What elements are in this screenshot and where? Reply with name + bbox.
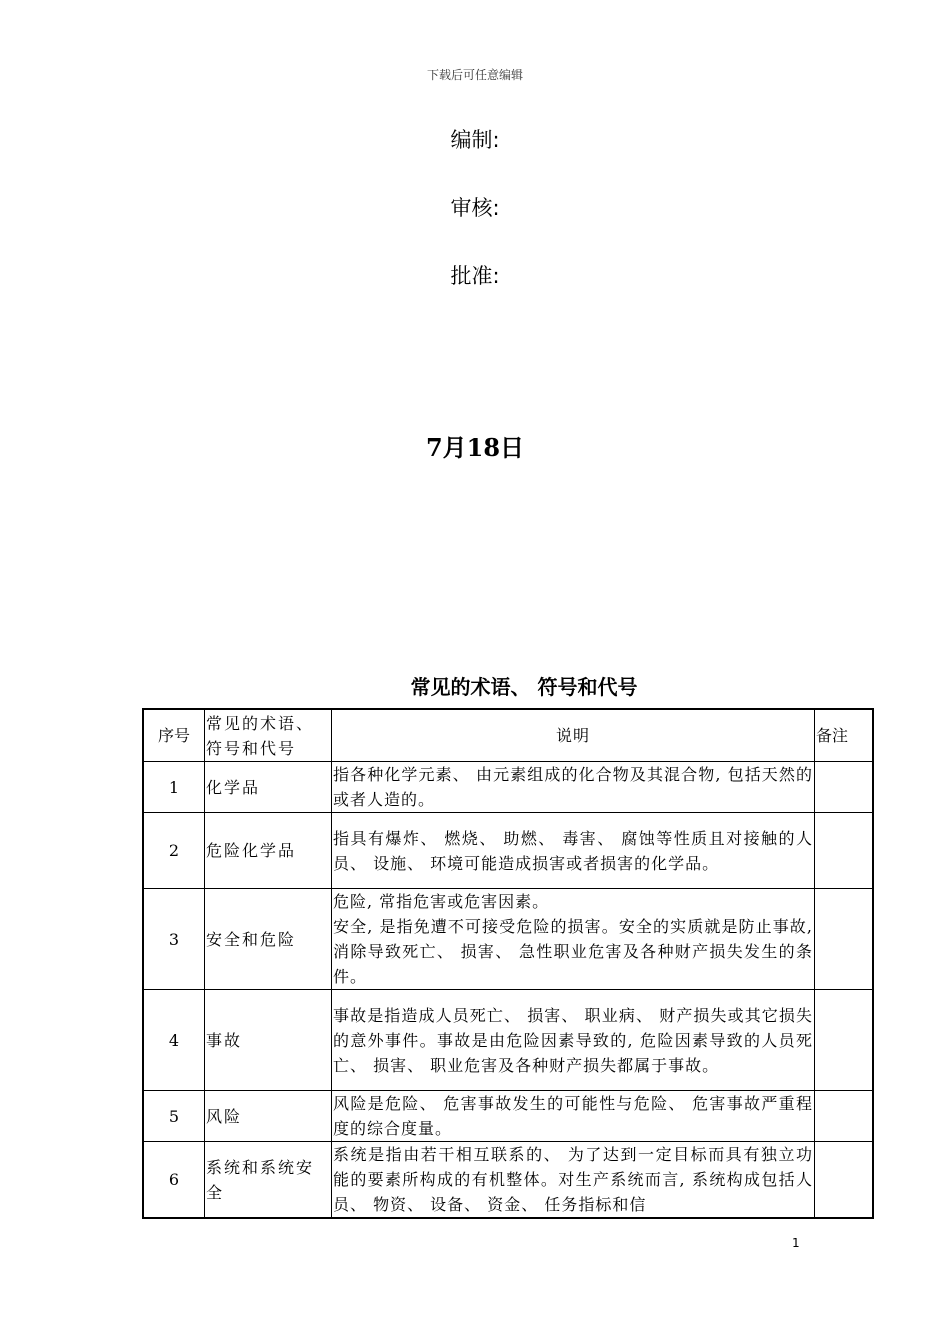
table-row <box>143 990 873 1091</box>
header-note: 下载后可任意编辑 <box>426 68 523 82</box>
row-no: 6 <box>143 1142 205 1219</box>
row-note <box>815 1091 874 1142</box>
row-note <box>815 1142 874 1219</box>
row-term: 风险 <box>205 1091 332 1142</box>
table-row <box>143 813 873 889</box>
row-desc: 指具有爆炸、 燃烧、 助燃、 毒害、 腐蚀等性质且对接触的人员、 设施、 环境可能造成损害或者损害的化学品。 <box>332 813 815 889</box>
signature-approve: 批准: <box>450 264 500 288</box>
row-desc: 风险是危险、 危害事故发生的可能性与危险、 危害事故严重程度的综合度量。 <box>332 1091 815 1142</box>
table-row <box>143 1091 873 1142</box>
row-note <box>815 762 874 813</box>
terms-table <box>142 708 874 1219</box>
table-header-row <box>143 709 873 762</box>
row-desc: 系统是指由若干相互联系的、 为了达到一定目标而具有独立功能的要素所构成的有机整体。对生产系统而言, 系统构成包括人员、 物资、 设备、 资金、 任务指标和信 <box>332 1142 815 1219</box>
row-note <box>815 889 874 990</box>
document-date: 7月18日 <box>425 433 525 462</box>
table-title: 常见的术语、 符号和代号 <box>410 675 638 699</box>
row-term: 系统和系统安全 <box>205 1142 332 1219</box>
table-row <box>143 889 873 990</box>
header-note: 备注 <box>815 709 874 762</box>
header-term: 常见的术语、 符号和代号 <box>205 709 332 762</box>
row-note <box>815 813 874 889</box>
row-no: 5 <box>143 1091 205 1142</box>
table-row <box>143 1142 873 1219</box>
row-desc-line-2: 安全, 是指免遭不可接受危险的损害。安全的实质就是防止事故, 消除导致死亡、 损害、 急性职业危害及各种财产损失发生的条件。 <box>333 917 813 986</box>
row-note <box>815 990 874 1091</box>
row-no: 3 <box>143 889 205 990</box>
row-term: 危险化学品 <box>205 813 332 889</box>
row-desc-line-1: 危险, 常指危害或危害因素。 <box>333 892 550 911</box>
row-no: 4 <box>143 990 205 1091</box>
row-term: 安全和危险 <box>205 889 332 990</box>
page-number: 1 <box>792 1236 800 1250</box>
row-no: 1 <box>143 762 205 813</box>
row-desc: 指各种化学元素、 由元素组成的化合物及其混合物, 包括天然的或者人造的。 <box>332 762 815 813</box>
row-term: 化学品 <box>205 762 332 813</box>
table-row <box>143 762 873 813</box>
signature-review: 审核: <box>450 196 500 220</box>
header-no: 序号 <box>143 709 205 762</box>
row-no: 2 <box>143 813 205 889</box>
header-desc: 说明 <box>332 709 815 762</box>
row-term: 事故 <box>205 990 332 1091</box>
signature-compile: 编制: <box>450 128 500 152</box>
row-desc: 事故是指造成人员死亡、 损害、 职业病、 财产损失或其它损失的意外事件。事故是由危险因素导致的, 危险因素导致的人员死亡、 损害、 职业危害及各种财产损失都属于事故。 <box>332 990 815 1091</box>
row-desc <box>332 889 815 990</box>
